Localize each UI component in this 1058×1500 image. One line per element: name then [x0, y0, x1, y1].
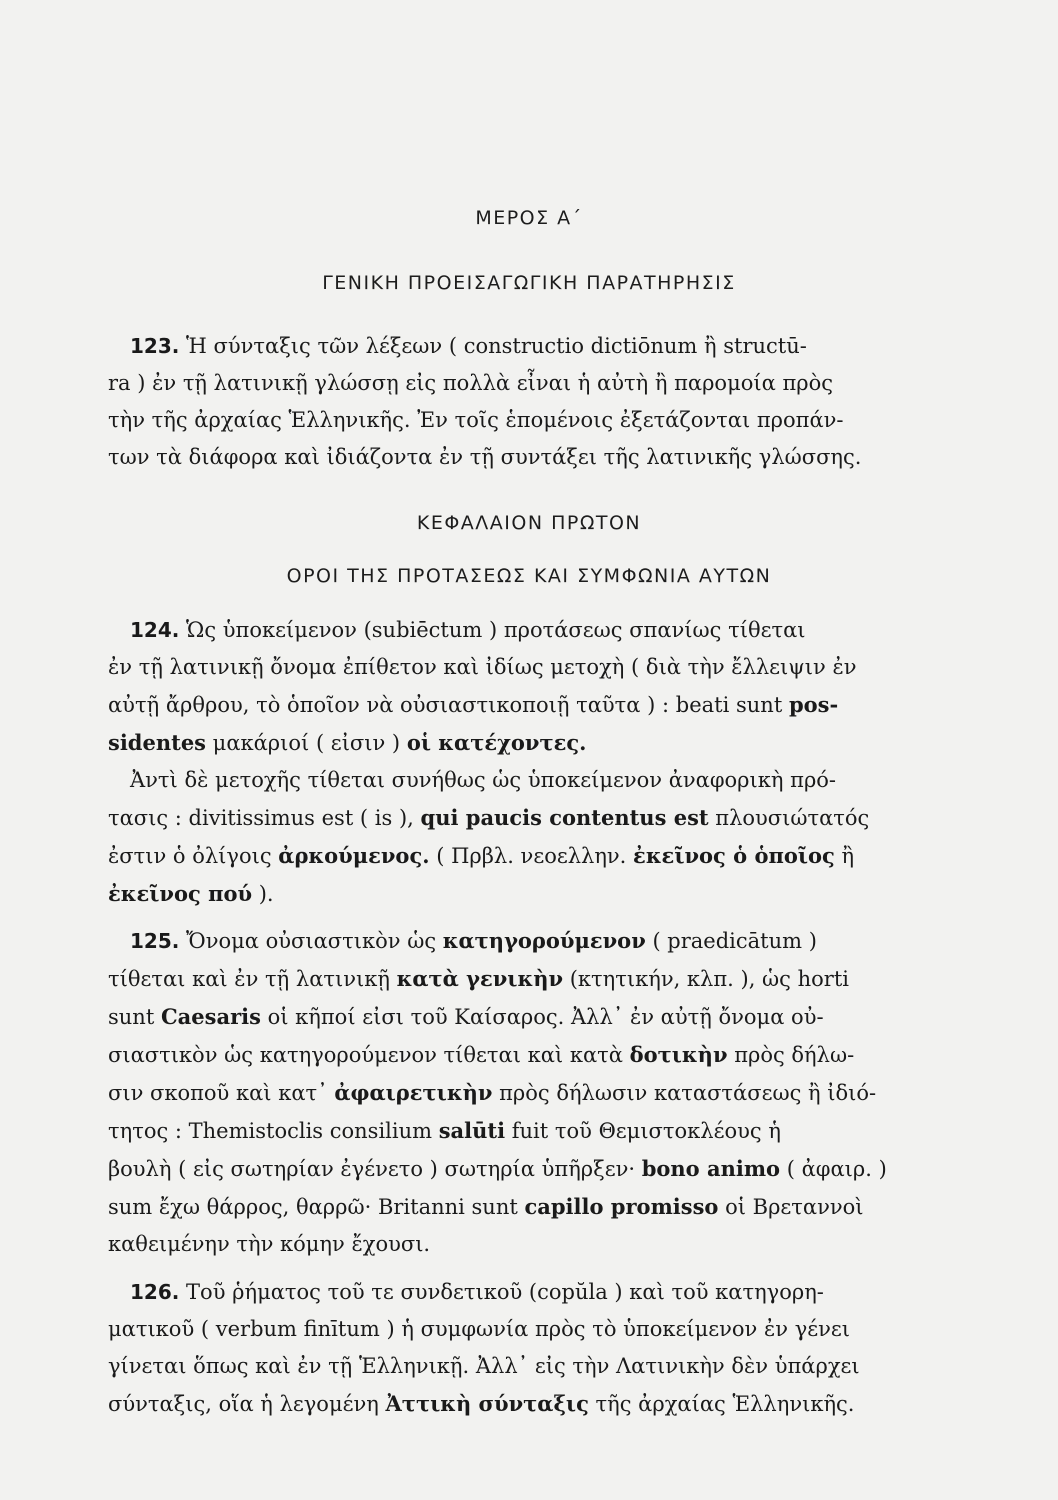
- bold-term: capillo promisso: [524, 1194, 719, 1219]
- bold-term: Ἀττικὴ σύνταξις: [385, 1391, 589, 1416]
- bold-term: ἐκεῖνος πού: [108, 881, 253, 906]
- bold-term: δοτικὴν: [629, 1042, 728, 1067]
- paragraph-123: [108, 328, 934, 476]
- paragraph-number: 124.: [130, 618, 180, 642]
- text-segment: ).: [252, 882, 274, 906]
- bold-term: ἐκεῖνος ὁ ὁποῖος: [633, 843, 835, 868]
- text-line: Ἀντὶ δὲ μετοχῆς τίθεται συνήθως ὡς ὑποκείμενον ἀναφορικὴ πρό-: [130, 768, 837, 792]
- bold-term: ἀφαιρετικὴν: [334, 1080, 493, 1105]
- text-segment: (κτητικήν, κλπ. ), ὡς horti: [563, 967, 849, 991]
- bold-term: Caesaris: [160, 1004, 261, 1029]
- text-segment: Ὄνομα οὐσιαστικὸν ὡς: [186, 929, 443, 953]
- bold-term: sidentes: [108, 730, 206, 755]
- general-remark-title: ΓΕΝΙΚΗ ΠΡΟΕΙΣΑΓΩΓΙΚΗ ΠΑΡΑΤΗΡΗΣΙΣ: [322, 272, 736, 294]
- text-segment: πρὸς δήλω-: [727, 1043, 855, 1067]
- bold-term: ἀρκούμενος.: [278, 843, 430, 868]
- part-title: ΜΕΡΟΣ Α΄: [475, 207, 583, 229]
- text-segment: ἐστιν ὁ ὀλίγοις: [108, 844, 279, 868]
- text-segment: sunt: [108, 1005, 161, 1029]
- text-line: ἐν τῇ λατινικῇ ὄνομα ἐπίθετον καὶ ἰδίως μετοχὴ ( διὰ τὴν ἔλλειψιν ἐν: [108, 655, 857, 679]
- text-line: τὴν τῆς ἀρχαίας Ἑλληνικῆς. Ἐν τοῖς ἑπομένοις ἐξετάζονται προπάν-: [108, 408, 844, 432]
- paragraph-number: 125.: [130, 929, 180, 953]
- bold-term: salūti: [438, 1118, 506, 1143]
- text-segment: fuit τοῦ Θεμιστοκλέους ἡ: [505, 1119, 781, 1143]
- text-segment: σύνταξις, οἵα ἡ λεγομένη: [108, 1392, 386, 1416]
- chapter-subtitle: ΟΡΟΙ ΤΗΣ ΠΡΟΤΑΣΕΩΣ ΚΑΙ ΣΥΜΦΩΝΙΑ ΑΥΤΩΝ: [286, 565, 772, 587]
- text-segment: τητος : Themistoclis consilium: [108, 1119, 439, 1143]
- paragraph-126: [108, 1274, 934, 1423]
- text-line: Ὡς ὑποκείμενον (subiēctum ) προτάσεως σπανίως τίθεται: [186, 618, 806, 642]
- paragraph-124: [108, 612, 934, 913]
- text-segment: ( ἀφαιρ. ): [780, 1157, 887, 1181]
- text-line: ra ) ἐν τῇ λατινικῇ γλώσσῃ εἰς πολλὰ εἶναι ἡ αὐτὴ ἢ παρομοία πρὸς: [108, 371, 834, 395]
- text-segment: οἱ Βρεταννοὶ: [718, 1195, 864, 1219]
- text-line: των τὰ διάφορα καὶ ἰδιάζοντα ἐν τῇ συντάξει τῆς λατινικῆς γλώσσης.: [108, 445, 862, 469]
- text-segment: ( praedicātum ): [645, 929, 817, 953]
- text-segment: μακάριοί ( εἰσιν ): [206, 731, 407, 755]
- paragraph-125: [108, 922, 934, 1263]
- text-line: Ἡ σύνταξις τῶν λέξεων ( constructio dictiōnum ἢ structū-: [186, 334, 807, 358]
- text-segment: σιν σκοποῦ καὶ κατ᾽: [108, 1081, 335, 1105]
- text-segment: τίθεται καὶ ἐν τῇ λατινικῇ: [108, 967, 397, 991]
- text-line: καθειμένην τὴν κόμην ἔχουσι.: [108, 1232, 431, 1256]
- paragraph-number: 126.: [130, 1280, 180, 1304]
- text-line: Τοῦ ῥήματος τοῦ τε συνδετικοῦ (copŭla ) καὶ τοῦ κατηγορη-: [186, 1280, 824, 1304]
- text-segment: αὐτῇ ἄρθρου, τὸ ὁποῖον νὰ οὐσιαστικοποιῇ ταῦτα ) : beati sunt: [108, 693, 789, 717]
- bold-term: qui paucis contentus est: [420, 805, 709, 830]
- text-segment: ( Πρβλ. νεοελλην.: [429, 844, 634, 868]
- text-segment: sum ἔχω θάρρος, θαρρῶ· Britanni sunt: [108, 1195, 525, 1219]
- bold-term: pos-: [788, 692, 839, 717]
- text-segment: τῆς ἀρχαίας Ἑλληνικῆς.: [588, 1392, 855, 1416]
- text-segment: βουλὴ ( εἰς σωτηρίαν ἐγένετο ) σωτηρία ὑπῆρξεν·: [108, 1157, 642, 1181]
- bold-term: οἱ κατέχοντες.: [406, 730, 587, 755]
- text-segment: ἢ: [834, 844, 855, 868]
- text-line: ματικοῦ ( verbum finītum ) ἡ συμφωνία πρὸς τὸ ὑποκείμενον ἐν γένει: [108, 1317, 851, 1341]
- bold-term: κατηγορούμενον: [442, 928, 646, 953]
- paragraph-number: 123.: [130, 334, 180, 358]
- text-segment: οἱ κῆποί εἰσι τοῦ Καίσαρος. Ἀλλ᾽ ἐν αὐτῇ ὄνομα οὐ-: [260, 1005, 824, 1029]
- chapter-title: ΚΕΦΑΛΑΙΟΝ ΠΡΩΤΟΝ: [416, 512, 642, 534]
- text-segment: πλουσιώτατός: [708, 806, 870, 830]
- text-segment: σιαστικὸν ὡς κατηγορούμενον τίθεται καὶ κατὰ: [108, 1043, 630, 1067]
- text-line: γίνεται ὅπως καὶ ἐν τῇ Ἑλληνικῇ. Ἀλλ᾽ εἰς τὴν Λατινικὴν δὲν ὑπάρχει: [108, 1354, 860, 1378]
- text-segment: τασις : divitissimus est ( is ),: [108, 806, 421, 830]
- bold-term: κατὰ γενικὴν: [396, 966, 564, 991]
- text-segment: πρὸς δήλωσιν καταστάσεως ἢ ἰδιό-: [492, 1081, 877, 1105]
- bold-term: bono animo: [641, 1156, 781, 1181]
